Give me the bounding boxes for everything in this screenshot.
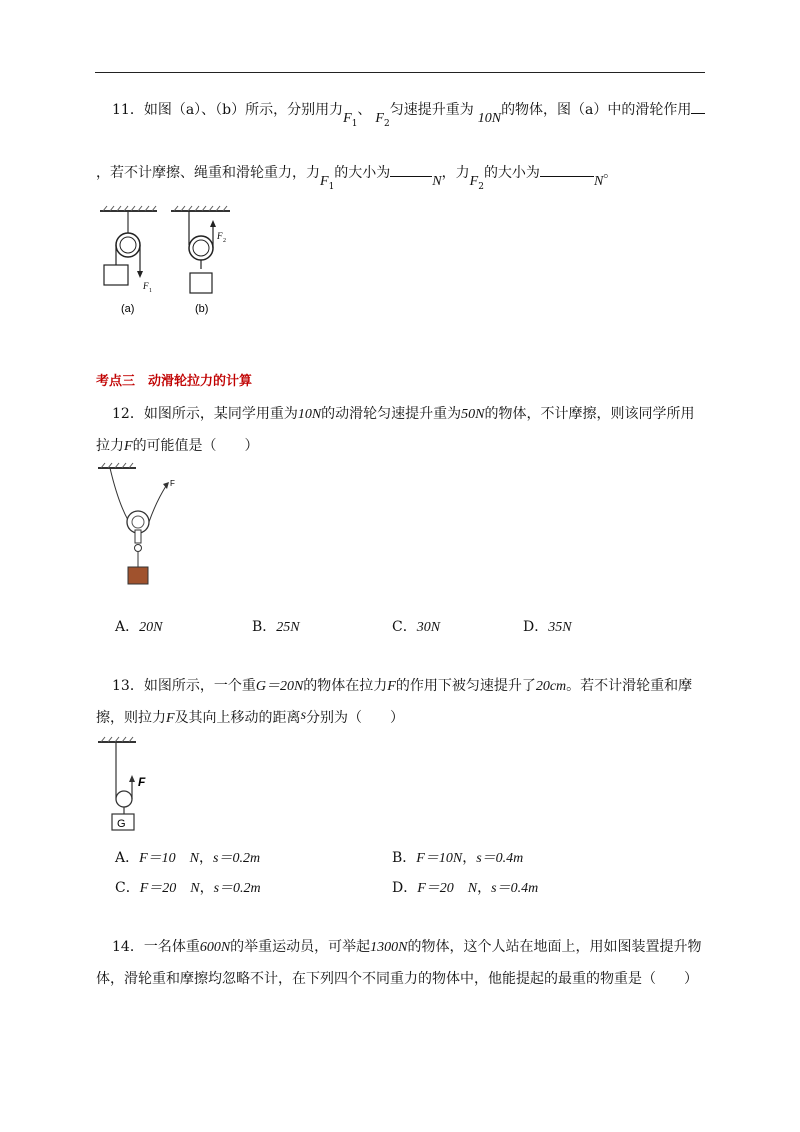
q12-option-d[interactable]: D．35N bbox=[523, 619, 572, 635]
q12-option-a[interactable]: A．20N bbox=[115, 619, 163, 635]
q12-line-1: 12．如图所示，某同学用重为10N的动滑轮匀速提升重为50N的物体，不计摩擦，则该同学所用 bbox=[112, 406, 695, 422]
q11-blank-f1[interactable] bbox=[390, 176, 432, 177]
q13-pulley-figure bbox=[98, 736, 158, 836]
pulley-b bbox=[171, 206, 230, 315]
fig-label-f1: F bbox=[143, 281, 149, 291]
q13-line-2: 擦，则拉力F及其向上移动的距离s分别为（ ） bbox=[96, 708, 405, 726]
q13-option-b[interactable]: B．F＝10N，s＝0.4m bbox=[392, 850, 524, 866]
section-heading: 考点三 动滑轮拉力的计算 bbox=[96, 374, 253, 389]
q14-line-2: 体，滑轮重和摩擦均忽略不计，在下列四个不同重力的物体中，他能提起的最重的物重是（ ） bbox=[96, 971, 698, 987]
svg-text:1: 1 bbox=[149, 288, 152, 294]
fig-label-f: F bbox=[138, 775, 146, 789]
fig-label-a: (a) bbox=[121, 303, 135, 315]
fig-label-f2: F bbox=[217, 231, 223, 241]
fig-label-b: (b) bbox=[195, 303, 209, 315]
pulley-a bbox=[100, 206, 157, 315]
q11-line-2: ，若不计摩擦、绳重和滑轮重力，力$F_1$的大小为N，力$F_2$的大小为N。 bbox=[96, 165, 618, 192]
q12-pulley-figure bbox=[98, 462, 188, 590]
q13-option-c[interactable]: C．F＝20 N，s＝0.2m bbox=[115, 880, 261, 896]
q13-line-1: 13．如图所示，一个重G＝20N的物体在拉力F的作用下被匀速提升了20cm。若不计滑轮重和摩 bbox=[112, 678, 693, 694]
q13-option-a[interactable]: A．F＝10 N，s＝0.2m bbox=[115, 850, 261, 866]
q14-line-1: 14．一名体重600N的举重运动员，可举起1300N的物体，这个人站在地面上，用如图装置提升物 bbox=[112, 939, 702, 955]
svg-text:2: 2 bbox=[223, 238, 226, 244]
q12-line-2: 拉力F的可能值是（ ） bbox=[96, 438, 259, 454]
fig-label-f: F bbox=[170, 479, 175, 488]
q11-line-1: 11．如图（a）、（b）所示，分别用力$F_1$、$F_2$匀速提升重为10N的物体，图（a）中的滑轮作用 bbox=[112, 100, 705, 126]
q12-option-b[interactable]: B．25N bbox=[252, 619, 300, 635]
header-rule bbox=[95, 72, 705, 73]
q11-blank-f2[interactable] bbox=[540, 176, 594, 177]
q13-option-d[interactable]: D．F＝20 N，s＝0.4m bbox=[392, 880, 539, 896]
q12-option-c[interactable]: C．30N bbox=[392, 619, 441, 635]
fig-label-g: G bbox=[117, 818, 126, 830]
q11-pulley-figure bbox=[95, 205, 245, 320]
